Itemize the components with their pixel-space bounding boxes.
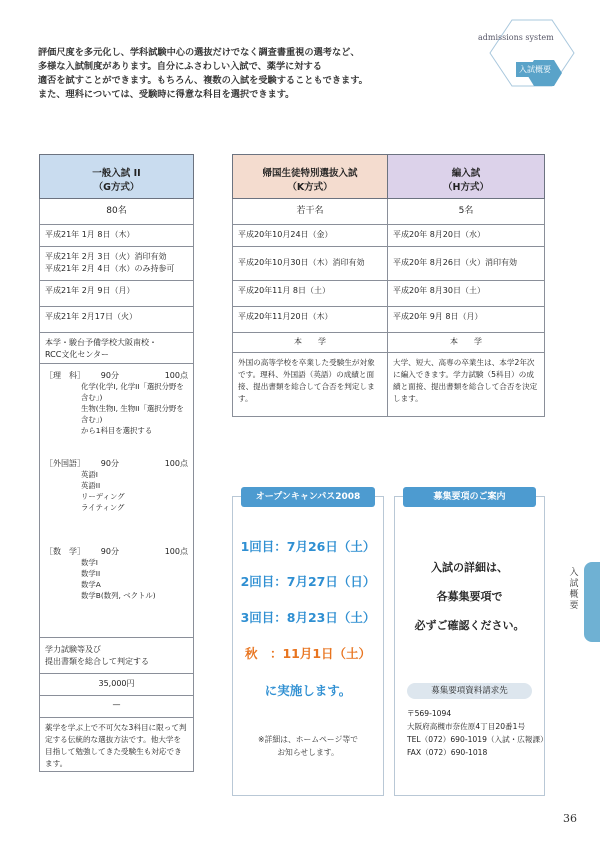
column-h-header bbox=[388, 154, 545, 199]
column-h-app-date: 平成20年 8月20日（水） bbox=[388, 225, 545, 247]
column-k-description: 外国の高等学校を卒業した受験生が対象です。理科、外国語（英語）の成績と面接、提出書類を総合して合否を判定します。 bbox=[232, 353, 388, 417]
contact-tel: TEL（072）690-1019（入試・広報課） bbox=[407, 735, 548, 744]
contact-address: 大阪府高槻市奈佐原4丁目20番1号 bbox=[407, 722, 526, 731]
column-k bbox=[232, 154, 388, 417]
subject-time: 90分 bbox=[100, 547, 119, 556]
open-campus-date-1: 1回目：7月26日（土） bbox=[240, 539, 376, 554]
guide-line-1: 入試の詳細は、 bbox=[431, 561, 508, 574]
section-english-label: admissions system bbox=[478, 33, 554, 42]
subject-points: 100点 bbox=[164, 371, 188, 380]
subject-name: ［外国語］ bbox=[45, 459, 85, 468]
column-g-app-date: 平成21年 1月 8日（木） bbox=[39, 225, 194, 247]
column-h-exam-date: 平成20年 8月30日（土） bbox=[388, 281, 545, 307]
subject-item: から1科目を選択する bbox=[81, 426, 153, 435]
subject-item: リーディング bbox=[81, 492, 125, 501]
subject-item: 数学B(数列, ベクトル) bbox=[81, 591, 156, 600]
open-campus-box bbox=[232, 492, 384, 796]
column-g-exam-date: 平成21年 2月 9日（月） bbox=[39, 281, 194, 307]
column-g-venue-1: 本学・駿台予備学校大阪南校・ bbox=[45, 338, 157, 347]
subject-item: 生物(生物I, 生物II「選択分野を含む」) bbox=[81, 404, 184, 424]
column-g-result-date: 平成21年 2月17日（火） bbox=[39, 307, 194, 333]
column-k-capacity: 若干名 bbox=[232, 199, 388, 225]
hexagon-decoration-icon bbox=[482, 18, 582, 88]
subject-time: 90分 bbox=[100, 459, 119, 468]
open-campus-note-1: ※詳細は、ホームページ等で bbox=[258, 735, 358, 744]
open-campus-autumn: 秋 ：11月1日（土） bbox=[244, 646, 372, 661]
column-k-app-date: 平成20年10月24日（金） bbox=[232, 225, 388, 247]
column-k-app-end: 平成20年10月30日（木）消印有効 bbox=[232, 247, 388, 281]
column-k-venue: 本 学 bbox=[232, 333, 388, 353]
column-g-capacity: 80名 bbox=[39, 199, 194, 225]
subject-science bbox=[45, 370, 188, 458]
column-k-title: 帰国生徒特別選抜入試 bbox=[262, 168, 358, 179]
guide-line-3: 必ずご確認ください。 bbox=[414, 619, 525, 632]
intro-line: 適否を試すことができます。もちろん、複数の入試を受験することもできます。 bbox=[38, 75, 368, 86]
subject-item: 数学I bbox=[81, 558, 98, 567]
subject-math bbox=[45, 546, 188, 601]
open-campus-date-3: 3回目：8月23日（土） bbox=[240, 610, 376, 625]
section-japanese-label: 入試概要 bbox=[516, 62, 554, 77]
column-g-dash: — bbox=[39, 696, 194, 718]
subject-name: ［数 学］ bbox=[45, 547, 85, 556]
column-h-description: 大学、短大、高専の卒業生は、本学2年次に編入できます。学力試験（5科目）の成績と面接、提出書類を総合して合否を決定します。 bbox=[388, 353, 545, 417]
column-g-title: 一般入試 II bbox=[92, 168, 141, 179]
column-g-subtitle: （G方式） bbox=[93, 182, 140, 193]
intro-text bbox=[38, 46, 398, 102]
column-g-venue bbox=[39, 333, 194, 364]
column-g-app-end bbox=[39, 247, 194, 281]
subject-name: ［理 科］ bbox=[45, 371, 85, 380]
contact-postal: 〒569-1094 bbox=[407, 709, 452, 718]
page-number: 36 bbox=[563, 812, 577, 825]
column-g bbox=[39, 154, 194, 772]
column-k-subtitle: （K方式） bbox=[287, 182, 333, 193]
column-g-description: 薬学を学ぶ上で不可欠な3科目に限って判定する伝統的な選抜方法です。他大学を目指して勉強してきた受験生も対応できます。 bbox=[39, 718, 194, 772]
request-contact-label: 募集要項資料請求先 bbox=[407, 683, 532, 699]
open-campus-title: オープンキャンパス2008 bbox=[241, 487, 375, 507]
column-g-method bbox=[39, 638, 194, 674]
guide-line-2: 各募集要項で bbox=[436, 590, 503, 603]
column-h-subtitle: （H方式） bbox=[443, 182, 489, 193]
subject-points: 100点 bbox=[164, 547, 188, 556]
subject-item: 英語II bbox=[81, 481, 101, 490]
column-h-title: 編入試 bbox=[451, 168, 481, 179]
column-g-app-end-2: 平成21年 2月 4日（水）のみ持参可 bbox=[45, 264, 175, 273]
column-h-app-end: 平成20年 8月26日（火）消印有効 bbox=[388, 247, 545, 281]
column-g-method-2: 提出書類を総合して判定する bbox=[45, 657, 149, 666]
open-campus-note bbox=[233, 733, 383, 759]
column-h bbox=[388, 154, 545, 417]
column-k-result-date: 平成20年11月20日（木） bbox=[232, 307, 388, 333]
open-campus-date-2: 2回目：7月27日（日） bbox=[240, 574, 376, 589]
column-h-capacity: 5名 bbox=[388, 199, 545, 225]
column-g-subjects bbox=[39, 364, 194, 638]
subject-item: 数学II bbox=[81, 569, 101, 578]
side-section-label: 入試概要 bbox=[569, 568, 579, 611]
subject-item: ライティング bbox=[81, 503, 125, 512]
intro-line: 多様な入試制度があります。自分にふさわしい入試で、薬学に対する bbox=[38, 61, 322, 72]
open-campus-closing: に実施します。 bbox=[264, 683, 352, 698]
subject-language bbox=[45, 458, 188, 546]
guide-box bbox=[394, 492, 548, 796]
subject-item: 英語I bbox=[81, 470, 98, 479]
subject-points: 100点 bbox=[164, 459, 188, 468]
column-k-exam-date: 平成20年11月 8日（土） bbox=[232, 281, 388, 307]
column-k-header bbox=[232, 154, 388, 199]
intro-line: 評価尺度を多元化し、学科試験中心の選抜だけでなく調査書重視の選考など、 bbox=[38, 47, 360, 58]
intro-line: また、理科については、受験時に得意な科目を選択できます。 bbox=[38, 89, 295, 100]
guide-title: 募集要項のご案内 bbox=[403, 487, 536, 507]
subject-item: 化学(化学I, 化学II「選択分野を含む」) bbox=[81, 382, 184, 402]
column-h-venue: 本 学 bbox=[388, 333, 545, 353]
column-h-result-date: 平成20年 9月 8日（月） bbox=[388, 307, 545, 333]
column-g-venue-2: RCC文化センター bbox=[45, 350, 110, 359]
column-g-app-end-1: 平成21年 2月 3日（火）消印有効 bbox=[45, 252, 167, 261]
open-campus-note-2: お知らせします。 bbox=[277, 748, 339, 757]
subject-item: 数学A bbox=[81, 580, 101, 589]
column-g-fee: 35,000円 bbox=[39, 674, 194, 696]
side-tab-marker bbox=[584, 562, 600, 642]
subject-time: 90分 bbox=[100, 371, 119, 380]
column-g-header bbox=[39, 154, 194, 199]
contact-fax: FAX（072）690-1018 bbox=[407, 748, 488, 757]
column-g-method-1: 学力試験等及び bbox=[45, 645, 101, 654]
